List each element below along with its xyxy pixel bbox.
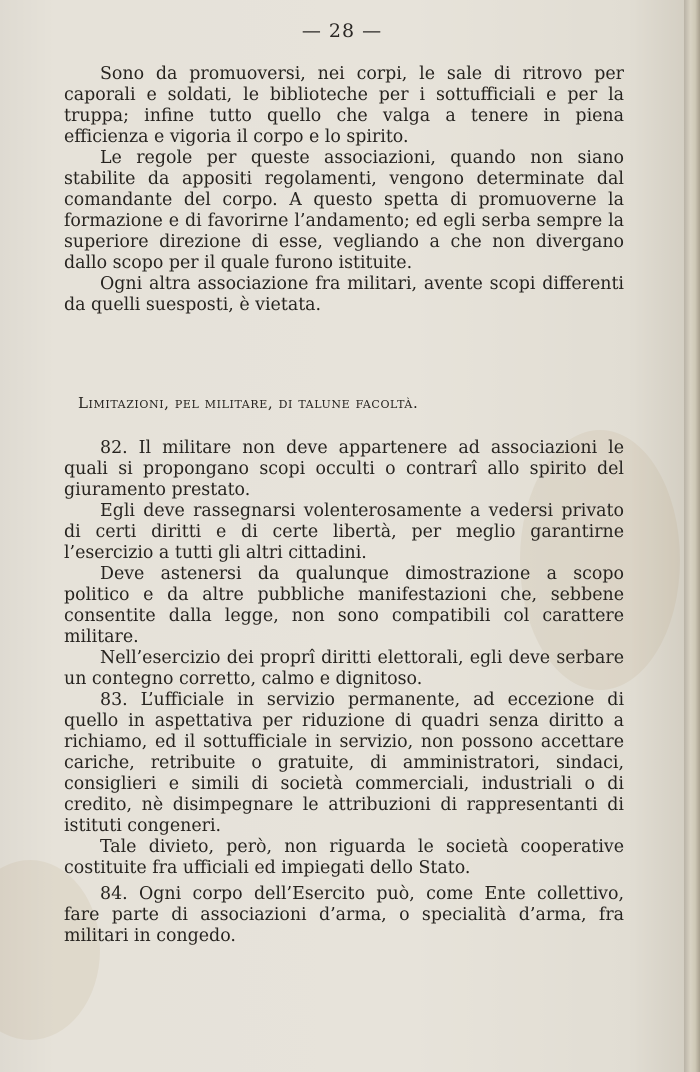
paragraph: Egli deve rassegnarsi volenterosamente a vedersi privato di certi diritti e di certe libertà, per meglio garantirne l’esercizio a tutti gli altri cittadini.	[64, 501, 624, 563]
section-two-text	[64, 438, 624, 947]
article-82-paragraph: 82. Il militare non deve appartenere ad associazioni le quali si propongano scopi occulti o contrarî allo spirito del giuramento prestato.	[64, 438, 624, 500]
paragraph: Le regole per queste associazioni, quando non siano stabilite da appositi regolamenti, vengono determinate dal comandante del corpo. A questo spetta di promuoverne la formazione e di favorirne l’andamento; ed egli serba sempre la superiore direzione di esse, vegliando a che non divergano dallo scopo per il quale furono istituite.	[64, 148, 624, 273]
paragraph: Nell’esercizio dei proprî diritti elettorali, egli deve serbare un contegno corretto, calmo e dignitoso.	[64, 648, 624, 689]
paragraph: Deve astenersi da qualunque dimostrazione a scopo politico e da altre pubbliche manifestazioni che, sebbene consentite dalla legge, non sono compatibili col carattere militare.	[64, 564, 624, 647]
section-heading: Limitazioni, pel militare, di talune facoltà.	[78, 394, 419, 412]
article-84-paragraph: 84. Ogni corpo dell’Esercito può, come Ente collettivo, fare parte di associazioni d’arma, o specialità d’arma, fra militari in congedo.	[64, 884, 624, 946]
paragraph: Sono da promuoversi, nei corpi, le sale di ritrovo per caporali e soldati, le biblioteche per i sottufficiali e per la truppa; infine tutto quello che valga a tenere in piena efficienza e vigoria il corpo e lo spirito.	[64, 64, 624, 147]
section-one-text	[64, 64, 624, 316]
page-number: — 28 —	[301, 20, 383, 42]
paragraph: Tale divieto, però, non riguarda le società cooperative costituite fra ufficiali ed impiegati dello Stato.	[64, 837, 624, 878]
article-83-paragraph: 83. L’ufficiale in servizio permanente, ad eccezione di quello in aspettativa per riduzione di quadri senza diritto a richiamo, ed il sottufficiale in servizio, non possono accettare cariche, retribuite o gratuite, di amministratori, sindaci, consiglieri e simili di società commerciali, industriali o di credito, nè disimpegnare le attribuzioni di rappresentanti di istituti congeneri.	[64, 690, 624, 836]
page-edge	[684, 0, 700, 1072]
paragraph: Ogni altra associazione fra militari, avente scopi differenti da quelli suesposti, è vietata.	[64, 274, 624, 315]
